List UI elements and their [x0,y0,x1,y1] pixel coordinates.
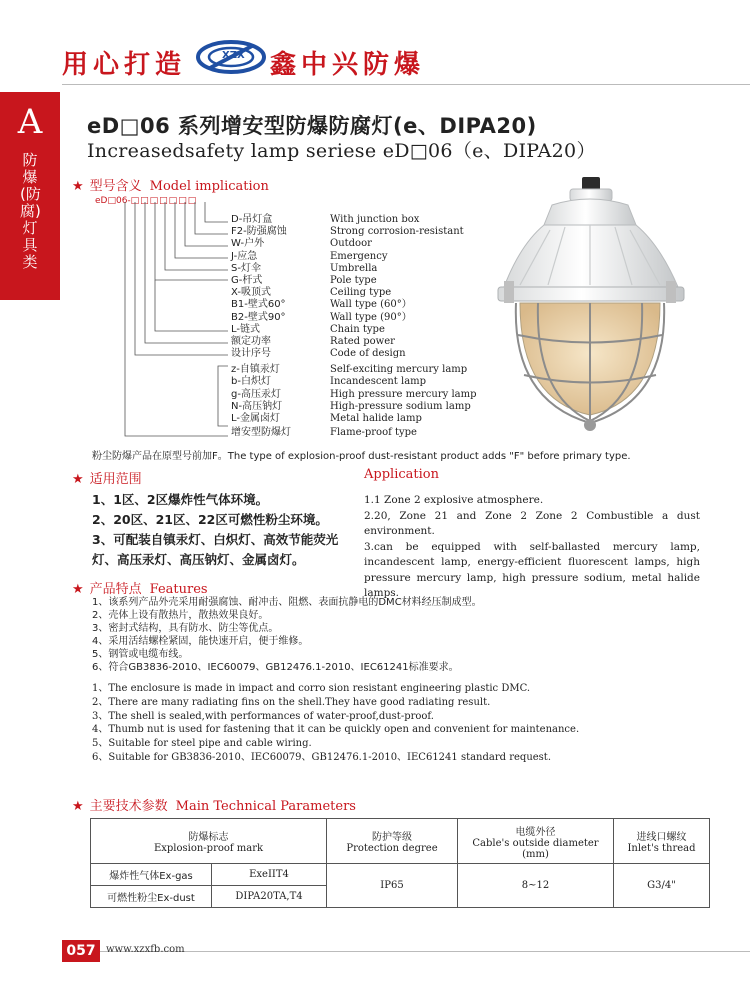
col3-cn: 电缆外径 [515,826,556,838]
model-row-en: Ceiling type [330,287,392,299]
model-row: G-杆式 [231,274,263,286]
list-item: 4、Thumb nut is used for fastening that it can be quickly open and convenient for maintenance. [92,724,580,736]
model-bracket-lines [110,200,230,440]
model-row: N-高压钠灯 [231,400,283,412]
model-row-en: High pressure mercury lamp [330,388,477,400]
brand-logo-icon [196,38,266,76]
row1-value: ExeIIT4 [212,864,327,886]
heading-cn: 产品特点 [89,582,142,597]
col4-cn: 进线口螺纹 [636,832,687,843]
model-row: D-吊灯盒 [231,214,273,225]
model-note: 粉尘防爆产品在原型号前加F。The type of explosion-proof dust-resistant product adds "F" before primary type. [92,451,631,462]
list-item: 6、Suitable for GB3836-2010、IEC60079、GB12476.1-2010、IEC61241 standard request. [92,751,552,763]
model-row: S-灯伞 [231,262,261,274]
header-brand: 鑫中兴防爆 [270,50,426,80]
heading-cn: 型号含义 [89,179,142,194]
model-row: L-金属卤灯 [231,413,281,424]
list-item: 3、The shell is sealed,with performances of water-proof,dust-proof. [92,710,434,722]
features-cn-list [92,596,652,674]
table-header-row [91,819,710,864]
page-title-cn: eD□06 系列增安型防爆防腐灯(e、DIPA20) [87,114,537,138]
model-row: z-自镇汞灯 [231,364,280,376]
protection-value: IP65 [327,864,458,908]
col1-en: Explosion-proof mark [153,843,264,854]
page-number: 057 [62,940,100,962]
logo-letters: XZX [222,50,245,61]
features-en-list [92,682,672,765]
list-item: 3.can be equipped with self-ballasted mercury lamp, incandescent lamp, energy-efficient fluorescent lamps, high pressure mercury lamp, high pressure sodium, metal halide lamps. [364,540,700,599]
header-slogan: 用心打造 [62,50,187,80]
list-item: 1、该系列产品外壳采用耐强腐蚀、耐冲击、阻燃、表面抗静电的DMC材料经压制成型。 [92,597,482,608]
list-item: 2、20区、21区、22区可燃性粉尘环境。 [92,512,328,527]
star-icon: ★ [72,472,84,487]
section-features-heading [72,578,208,597]
model-row-en: Rated power [330,335,395,347]
model-row-en: Incandescent lamp [330,376,427,388]
model-row-en: Self-exciting mercury lamp [330,364,468,376]
col1-cn: 防爆标志 [188,832,229,843]
model-cn-list [231,214,291,439]
diameter-value: 8~12 [458,864,614,908]
list-item: 5、Suitable for steel pipe and cable wiring. [92,738,312,750]
col2-en: Protection degree [346,843,438,854]
row2-value: DIPA20TA,T4 [212,886,327,908]
application-cn-list [92,490,357,570]
star-icon: ★ [72,799,84,814]
heading-en: Features [149,582,208,597]
col3-en: Cable's outside diameter [472,837,599,849]
col3-unit: (mm) [522,848,549,860]
section-model-heading [72,175,269,194]
header-cell [614,819,710,864]
model-row-en: Strong corrosion-resistant [330,226,464,238]
section-application-heading [72,468,142,487]
list-item: 3、密封式结构，具有防水、防尘等优点。 [92,623,279,634]
model-row-en: Emergency [330,250,388,262]
model-row-en: Flame-proof type [330,427,417,439]
list-item: 2.20, Zone 21 and Zone 2 Zone 2 Combustible a dust environment. [364,509,700,537]
model-row-en: Wall type (90°） [330,311,412,323]
model-row: 增安型防爆灯 [231,427,291,439]
heading-cn: 主要技术参数 [89,799,168,814]
model-row-en: Umbrella [330,262,378,274]
header-cell [327,819,458,864]
model-row-en: High-pressure sodium lamp [330,400,471,412]
model-row: B2-壁式90° [231,311,286,323]
row2-label: 可燃性粉尘Ex-dust [91,886,212,908]
heading-en: Model implication [149,179,269,194]
footer-url: www.xzxfb.com [106,944,185,955]
application-heading-en: Application [364,467,439,482]
model-row-en: Code of design [330,348,406,360]
explosion-proof-lamp-image [490,175,690,440]
model-row-en: Outdoor [330,238,372,250]
model-row: W-户外 [231,238,265,250]
model-row: L-链式 [231,323,261,335]
model-row-en: Pole type [330,274,377,286]
category-label: 防爆(防腐)灯具类 [20,151,41,271]
thread-value: G3/4" [614,864,710,908]
model-code-boxes: □□□□□□□ [130,196,198,206]
table-row [91,864,710,886]
list-item: 2、There are many radiating fins on the shell.They have good radiating result. [92,696,491,708]
application-en-list [364,493,700,602]
heading-cn: 适用范围 [89,472,142,487]
category-letter: A [17,102,43,142]
col4-en: Inlet's thread [627,843,696,854]
model-row: 设计序号 [231,348,271,360]
model-row-en: Wall type (60°） [330,299,412,311]
model-row: 额定功率 [231,335,271,347]
model-row: b-白炽灯 [231,376,271,388]
model-row: X-吸顶式 [231,287,271,299]
star-icon: ★ [72,582,84,597]
category-tab [0,92,60,300]
model-row: B1-壁式60° [231,299,286,311]
list-item: 1、1区、2区爆炸性气体环境。 [92,492,269,507]
model-row: J-应急 [231,250,258,262]
list-item: 2、壳体上设有散热片，散热效果良好。 [92,610,269,621]
list-item: 6、符合GB3836-2010、IEC60079、GB12476.1-2010、IEC61241标准要求。 [92,662,459,673]
model-row-en: With junction box [330,214,420,225]
list-item: 5、钢管或电缆布线。 [92,649,189,660]
header-cell [91,819,327,864]
model-row-en: Chain type [330,323,385,335]
list-item: 1.1 Zone 2 explosive atmosphere. [364,494,544,506]
col2-cn: 防护等级 [372,832,412,843]
model-en-list [330,214,477,439]
row1-label: 爆炸性气体Ex-gas [91,864,212,886]
header-divider [62,84,750,85]
parameters-table [90,818,710,908]
header-cell [458,819,614,864]
page-title-en: Increasedsafety lamp seriese eD□06（e、DIPA20） [87,140,596,162]
list-item: 3、可配装自镇汞灯、白炽灯、高效节能荧光灯、高压汞灯、高压钠灯、金属卤灯。 [92,532,339,567]
heading-en: Main Technical Parameters [175,799,356,814]
star-icon: ★ [72,179,84,194]
list-item: 4、采用活结螺栓紧固，能快速开启，便于维修。 [92,636,309,647]
model-row: g-高压汞灯 [231,388,281,400]
model-row: F2-防强腐蚀 [231,226,287,238]
section-params-heading [72,795,356,814]
model-row-en: Metal halide lamp [330,413,422,424]
model-code-prefix: eD□06- [95,196,131,206]
list-item: 1、The enclosure is made in impact and corro sion resistant engineering plastic DMC. [92,683,531,694]
